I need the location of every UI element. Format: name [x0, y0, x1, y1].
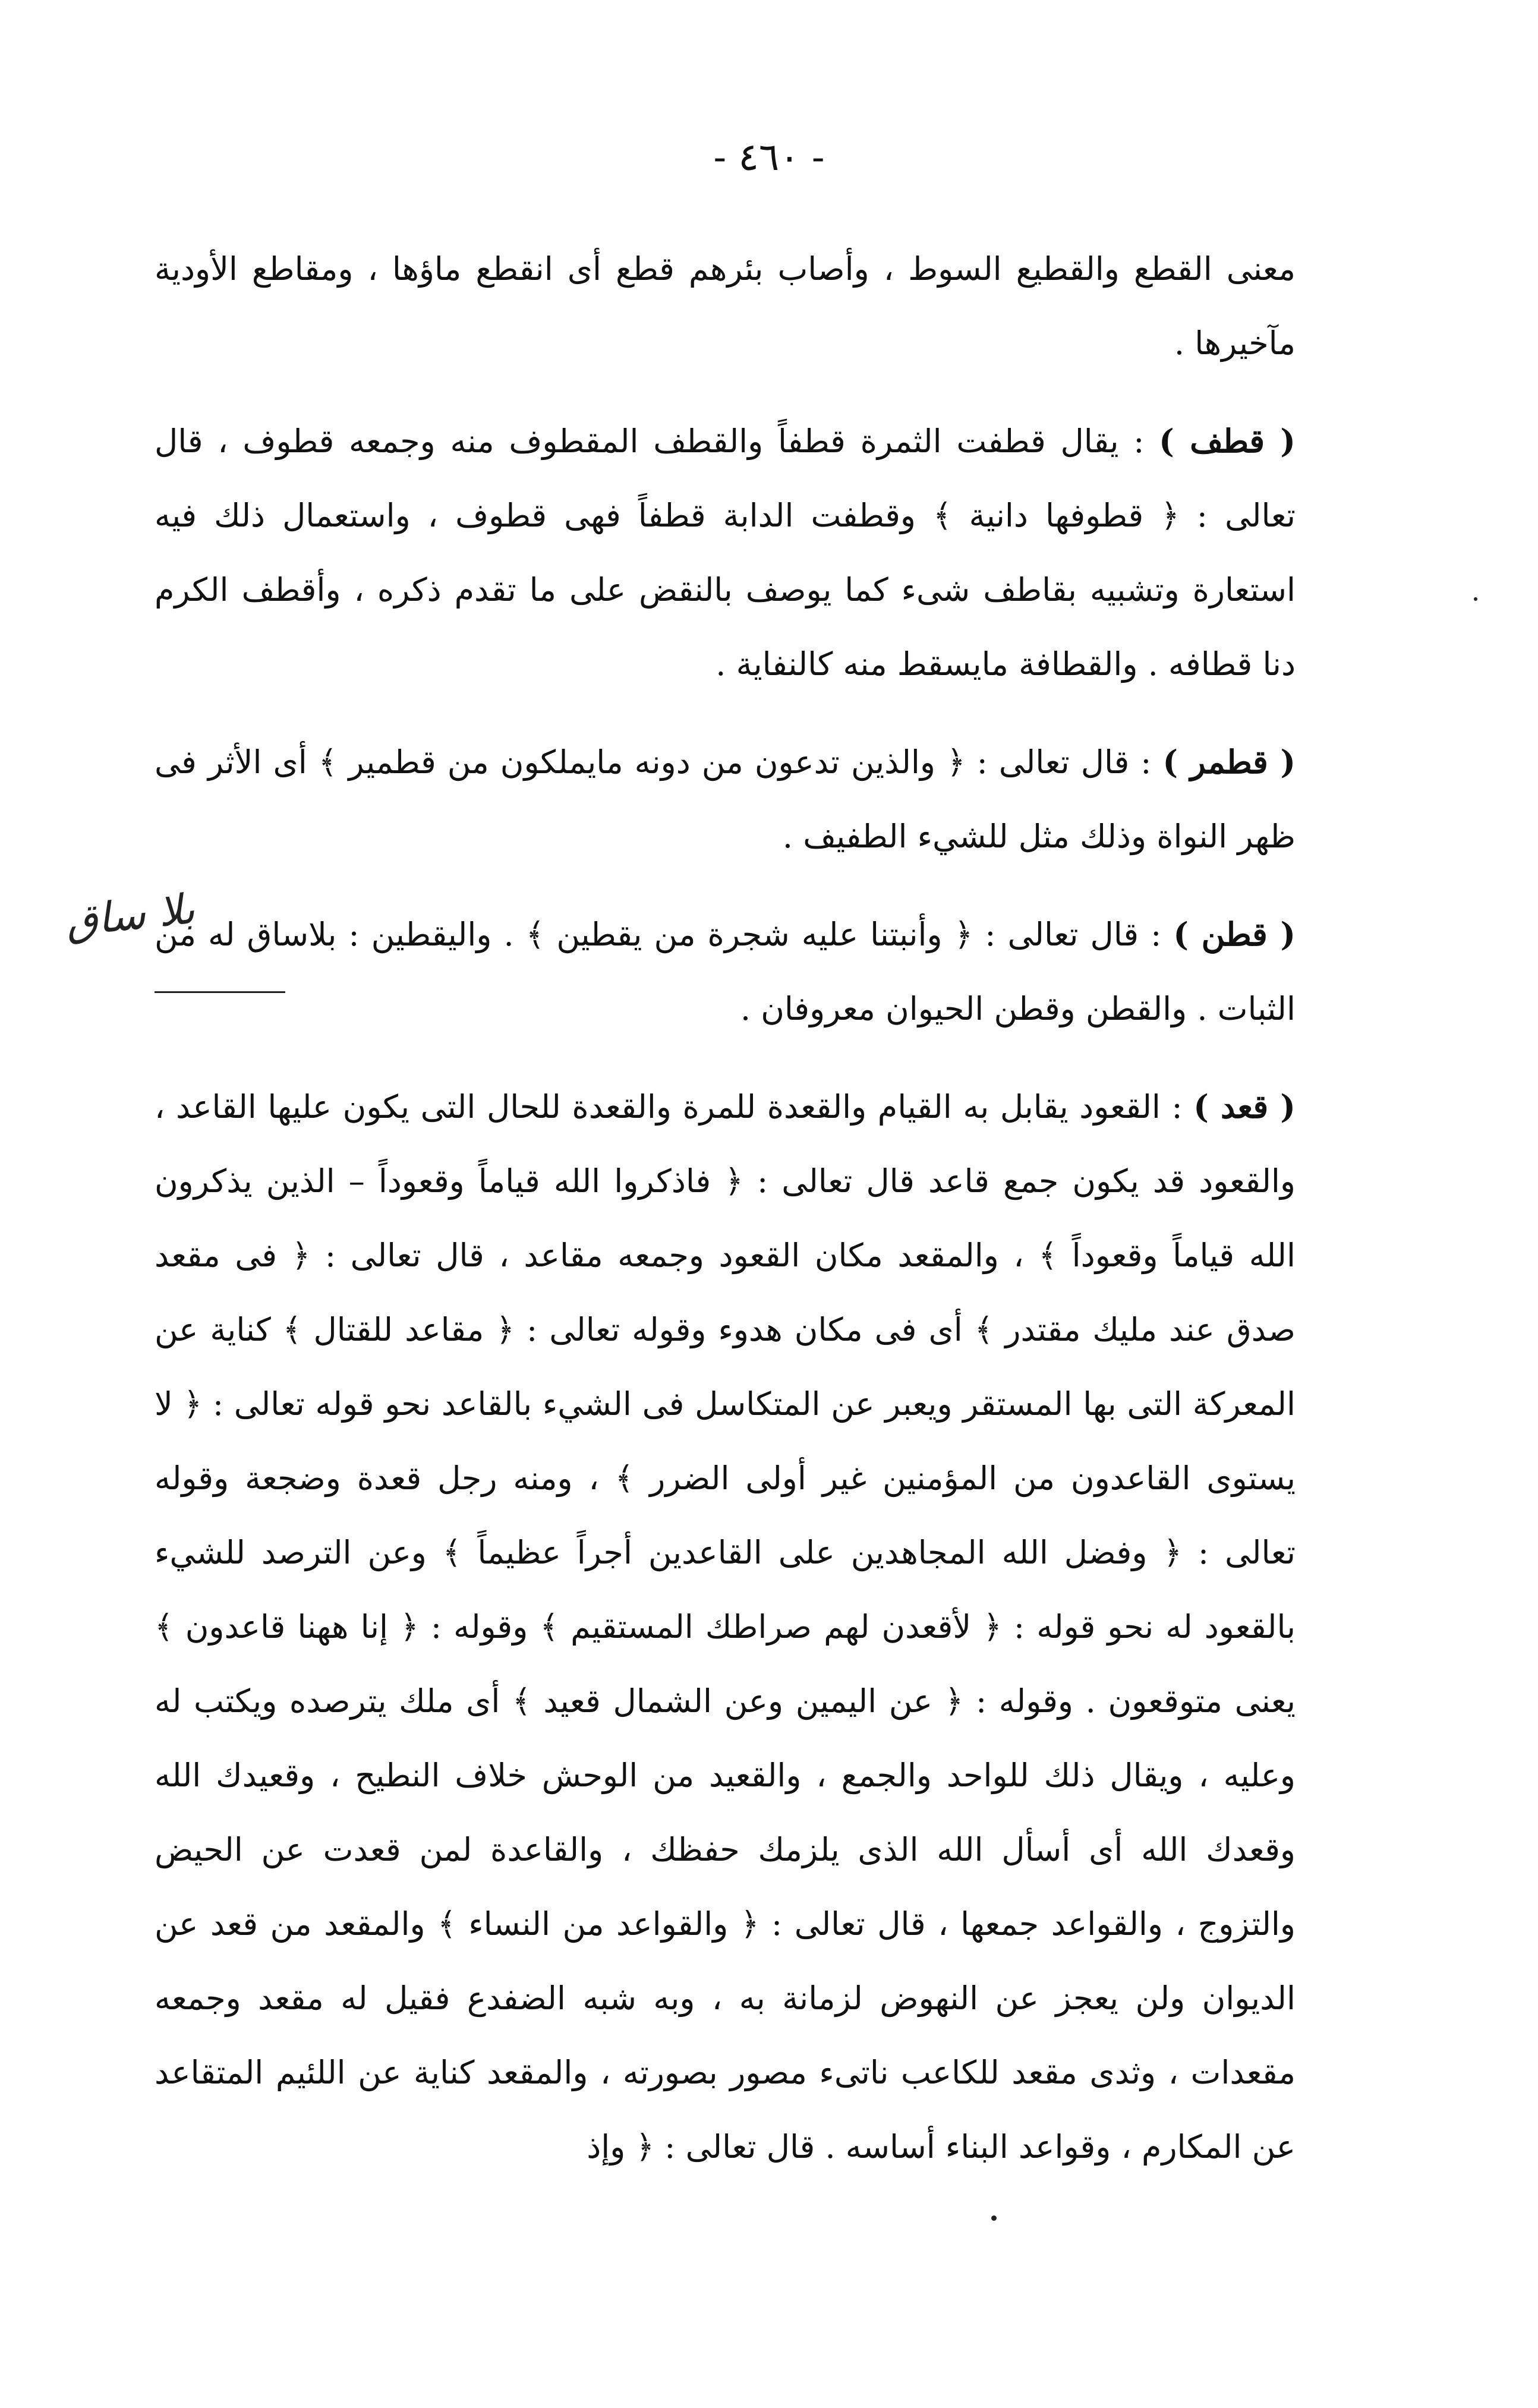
- paragraph-continuation: [155, 232, 1296, 380]
- entry-heading: ( قطن ): [1173, 915, 1296, 953]
- scan-speck: [991, 2215, 997, 2221]
- entry-heading: ( قطمر ): [1162, 743, 1296, 781]
- body-text: [155, 232, 1296, 2208]
- entry-body: [155, 404, 1296, 701]
- paragraph-text: معنى القطع والقطيع السوط ، وأصاب بئرهم قطع أى انقطع ماؤها ، ومقاطع الأودية مآخيرها .: [155, 250, 1296, 362]
- handwritten-margin-note: بلا ساق: [63, 884, 197, 947]
- entry-text: : قال تعالى : ﴿ والذين تدعون من دونه مايملكون من قطمير ﴾ أى الأثر فى ظهر النواة وذلك مثل للشيء الطفيف .: [155, 743, 1296, 855]
- scan-speck: [1474, 597, 1477, 601]
- entry-text: : يقال قطفت الثمرة قطفاً والقطف المقطوف منه وجمعه قطوف ، قال تعالى : ﴿ قطوفها دانية ﴾ وقطفت الدابة قطفاً فهى قطوف ، واستعمال ذلك فيه استعارة وتشبيه بقاطف شىء كما يوصف بالنقض على ما تقدم ذكره ، وأقطف الكرم دنا قطافه . والقطافة مايسقط منه كالنفاية .: [155, 423, 1296, 683]
- entry-text: : القعود يقابل به القيام والقعدة للمرة والقعدة للحال التى يكون عليها القاعد ، والقعود قد يكون جمع قاعد قال تعالى : ﴿ فاذكروا الله قياماً وقعوداً – الذين يذكرون الله قياماً وقعوداً ﴾ ، والمقعد مكان القعود وجمعه مقاعد ، قال تعالى : ﴿ فى مقعد صدق عند مليك مقتدر ﴾ أى فى مكان هدوء وقوله تعالى : ﴿ مقاعد للقتال ﴾ كناية عن المعركة التى بها المستقر ويعبر عن المتكاسل فى الشيء بالقاعد نحو قوله تعالى : ﴿ لا يستوى القاعدون من المؤمنين غير أولى الضرر ﴾ ، ومنه رجل قعدة وضجعة وقوله تعالى : ﴿ وفضل الله المجاهدين على القاعدين أجراً عظيماً ﴾ وعن الترصد للشيء بالقعود له نحو قوله : ﴿ لأقعدن لهم صراطك المستقيم ﴾ وقوله : ﴿ إنا ههنا قاعدون ﴾ يعنى متوقعون . وقوله : ﴿ عن اليمين وعن الشمال قعيد ﴾ أى ملك يترصده ويكتب له وعليه ، ويقال ذلك للواحد والجمع ، والقعيد من الوحش خلاف النطيح ، وقعيدك الله وقعدك الله أى أسأل الله الذى يلزمك حفظك ، والقاعدة لمن قعدت عن الحيض والتزوج ، والقواعد جمعها ، قال تعالى : ﴿ والقواعد من النساء ﴾ والمقعد من قعد عن الديوان ولن يعجز عن النهوض لزمانة به ، وبه شبه الضفدع فقيل له مقعد وجمعه مقعدات ، وثدى مقعد للكاعب ناتىء مصور بصورته ، والمقعد كناية عن اللئيم المتقاعد عن المكارم ، وقواعد البناء أساسه . قال تعالى : ﴿ وإذ: [155, 1088, 1296, 2166]
- page-number: - ٤٦٠ -: [713, 135, 825, 179]
- entry-body: [155, 1070, 1296, 2184]
- entry-qitmir: [155, 725, 1296, 874]
- entry-body: [155, 897, 1296, 1046]
- entry-heading: ( قعد ): [1193, 1088, 1296, 1126]
- entry-qatan: [155, 897, 1296, 1046]
- entry-qaad: [155, 1070, 1296, 2184]
- entry-text: : قال تعالى : ﴿ وأنبتنا عليه شجرة من يقطين ﴾ . واليقطين : بلاساق له من الثبات . والقطن وقطن الحيوان معروفان .: [155, 916, 1296, 1028]
- entry-qataf: [155, 404, 1296, 701]
- entry-heading: ( قطف ): [1159, 422, 1296, 460]
- entry-body: [155, 725, 1296, 874]
